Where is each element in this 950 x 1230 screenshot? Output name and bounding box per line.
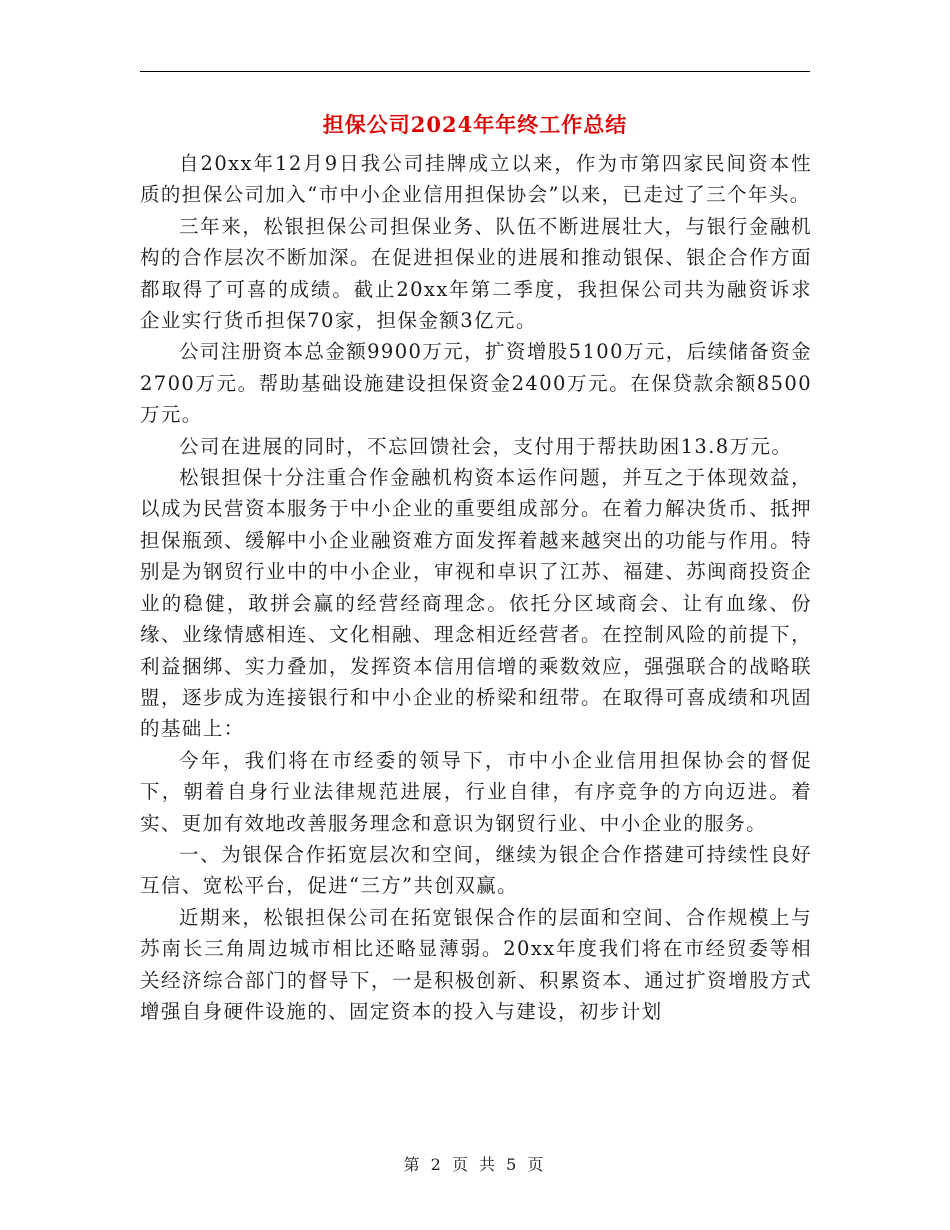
paragraph: 近期来，松银担保公司在拓宽银保合作的层面和空间、合作规模上与苏南长三角周边城市相比还略显薄弱。20xx年度我们将在市经贸委等相关经济综合部门的督导下，一是积极创新、积累资本、通过扩资增股方式增强自身硬件设施的、固定资本的投入与建设，初步计划	[140, 905, 812, 1023]
document-body	[140, 148, 812, 1027]
header-rule	[140, 71, 810, 72]
document-title: 担保公司2024年年终工作总结	[322, 112, 628, 137]
paragraph: 一、为银保合作拓宽层次和空间，继续为银企合作搭建可持续性良好互信、宽松平台，促进“三方”共创双赢。	[140, 842, 812, 898]
paragraph: 今年，我们将在市经委的领导下，市中小企业信用担保协会的督促下，朝着自身行业法律规范进展，行业自律，有序竞争的方向迈进。着实、更加有效地改善服务理念和意识为钢贸行业、中小企业的服务。	[140, 748, 812, 835]
paragraph: 三年来，松银担保公司担保业务、队伍不断进展壮大，与银行金融机构的合作层次不断加深。在促进担保业的进展和推动银保、银企合作方面都取得了可喜的成绩。截止20xx年第二季度，我担保公司共为融资诉求企业实行货币担保70家，担保金额3亿元。	[140, 214, 812, 333]
paragraph: 自20xx年12月9日我公司挂牌成立以来，作为市第四家民间资本性质的担保公司加入“市中小企业信用担保协会”以来，已走过了三个年头。	[140, 152, 812, 207]
page-number: 第 2 页 共 5 页	[403, 1155, 547, 1174]
paragraph: 公司在进展的同时，不忘回馈社会，支付用于帮扶助困13.8万元。	[179, 434, 793, 458]
paragraph: 公司注册资本总金额9900万元，扩资增股5100万元，后续储备资金2700万元。帮助基础设施建设担保资金2400万元。在保贷款余额8500万元。	[140, 340, 812, 427]
paragraph: 松银担保十分注重合作金融机构资本运作问题，并互之于体现效益，以成为民营资本服务于中小企业的重要组成部分。在着力解决货币、抵押担保瓶颈、缓解中小企业融资难方面发挥着越来越突出的功能与作用。特别是为钢贸行业中的中小企业，审视和卓识了江苏、福建、苏闽商投资企业的稳健，敢拼会赢的经营经商理念。依托分区域商会、让有血缘、份缘、业缘情感相连、文化相融、理念相近经营者。在控制风险的前提下，利益捆绑、实力叠加，发挥资本信用信增的乘数效应，强强联合的战略联盟，逐步成为连接银行和中小企业的桥梁和纽带。在取得可喜成绩和巩固的基础上：	[140, 466, 812, 741]
